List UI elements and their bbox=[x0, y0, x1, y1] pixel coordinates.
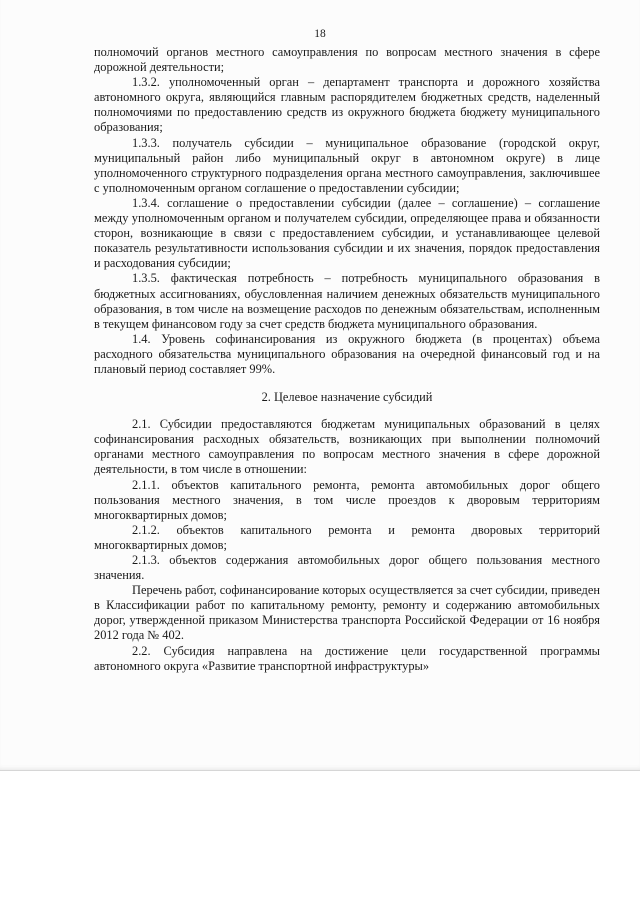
blank-area bbox=[0, 771, 640, 906]
section-heading: 2. Целевое назначение субсидий bbox=[261, 390, 433, 405]
document-body bbox=[94, 45, 600, 674]
paragraph: полномочий органов местного самоуправления по вопросам местного значения в сфере дорожной деятельности; bbox=[94, 45, 600, 75]
paragraph: 2.1.3. объектов содержания автомобильных дорог общего пользования местного значения. bbox=[94, 553, 600, 583]
page-number: 18 bbox=[314, 28, 326, 40]
paragraph: 2.1.2. объектов капитального ремонта и ремонта дворовых территорий многоквартирных домов; bbox=[94, 522, 600, 552]
paragraph: Перечень работ, софинансирование которых осуществляется за счет субсидии, приведен в Классификации работ по капитальному ремонту, ремонту и содержанию автомобильных дорог, утвержденной приказом Министерства транспорта Российской Федерации от 16 ноября 2012 года № 402. bbox=[94, 583, 600, 643]
paragraph: 1.4. Уровень софинансирования из окружного бюджета (в процентах) объема расходного обязательства муниципального образования на очередной финансовый год и на плановый период составляет 99%. bbox=[94, 331, 600, 376]
paragraph: 2.2. Субсидия направлена на достижение цели государственной программы автономного округа «Развитие транспортной инфраструктуры» bbox=[94, 643, 600, 673]
paragraph: 1.3.5. фактическая потребность – потребность муниципального образования в бюджетных ассигнованиях, обусловленная наличием денежных обязательств муниципального образования, в том числе на возмещение расходов по денежным обязательствам, исполненным в текущем финансовом году за счет средств бюджета муниципального образования. bbox=[94, 271, 600, 331]
paragraph: 2.1.1. объектов капитального ремонта, ремонта автомобильных дорог общего пользования местного значения, в том числе проездов к дворовым территориям многоквартирных домов; bbox=[94, 477, 600, 522]
paragraph: 2.1. Субсидии предоставляются бюджетам муниципальных образований в целях софинансирования расходных обязательств, возникающих при выполнении полномочий органами местного самоуправления по вопросам местного значения в сфере дорожной деятельности, в том числе в отношении: bbox=[94, 417, 600, 477]
paragraph: 1.3.4. соглашение о предоставлении субсидии (далее – соглашение) – соглашение между уполномоченным органом и получателем субсидии, определяющее права и обязанности сторон, возникающие в связи с предоставлением субсидии, и устанавливающее целевой показатель результативности использования субсидии и их значения, порядок предоставления и расходования субсидии; bbox=[94, 195, 600, 271]
paragraph: 1.3.2. уполномоченный орган – департамент транспорта и дорожного хозяйства автономного округа, являющийся главным распорядителем бюджетных средств, наделенный полномочиями по предоставлению средств из окружного бюджета бюджету муниципального образования; bbox=[94, 75, 600, 135]
paragraph: 1.3.3. получатель субсидии – муниципальное образование (городской округ, муниципальный район либо муниципальный округ в автономном округе) в лице уполномоченного структурного подразделения органа местного самоуправления, заключившее с уполномоченным органом соглашение о предоставлении субсидии; bbox=[94, 135, 600, 195]
